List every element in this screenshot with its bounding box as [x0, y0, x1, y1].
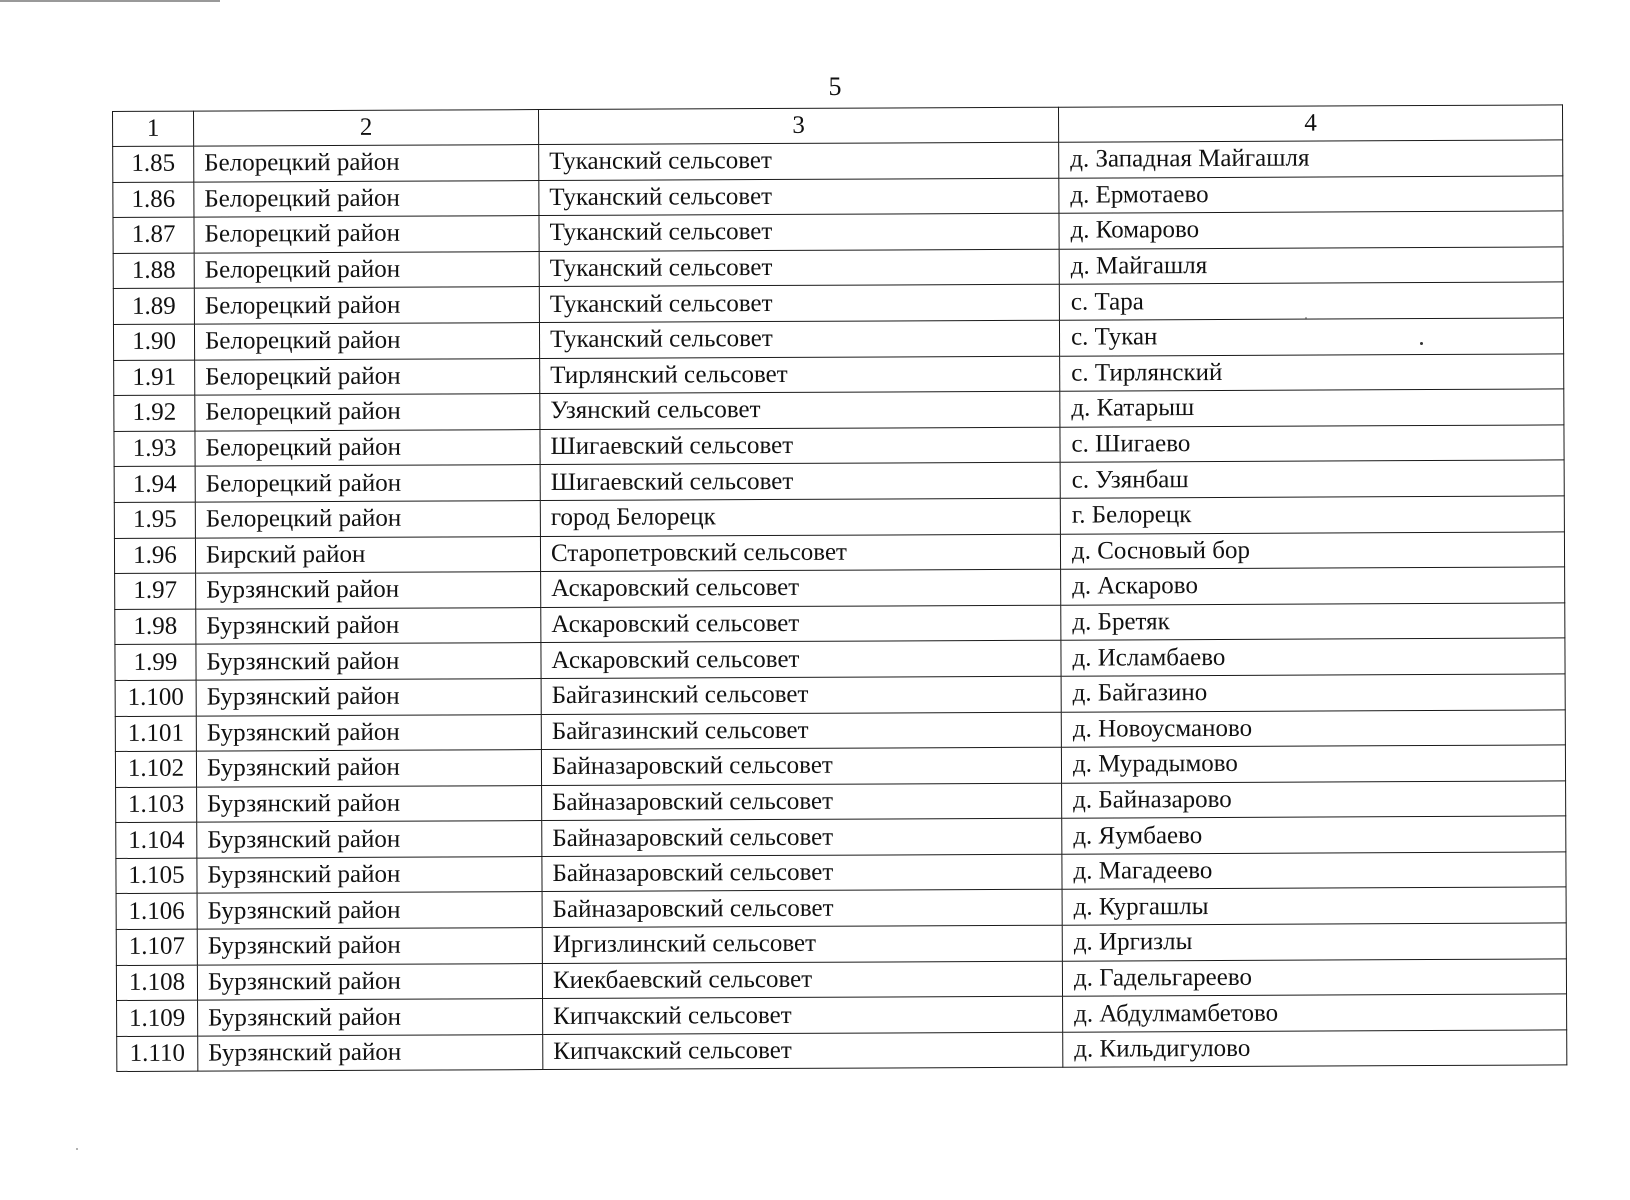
settlement-cell: д. Байгазино: [1061, 674, 1565, 712]
settlement-cell: д. Мурадымово: [1061, 745, 1565, 783]
council-cell: Узянский сельсовет: [540, 391, 1060, 429]
settlement-cell: д. Кургашлы: [1062, 887, 1566, 925]
district-cell: Белорецкий район: [194, 180, 539, 217]
settlement-cell: д. Абдулмамбетово: [1063, 994, 1567, 1032]
settlement-cell: д. Сосновый бор: [1060, 531, 1564, 569]
row-number-cell: 1.95: [114, 502, 195, 538]
row-number-cell: 1.101: [115, 716, 196, 752]
district-cell: Бурзянский район: [198, 999, 543, 1036]
council-cell: Тирлянский сельсовет: [540, 356, 1060, 394]
district-cell: Бурзянский район: [198, 1034, 543, 1071]
row-number-cell: 1.107: [116, 929, 197, 965]
district-cell: Белорецкий район: [194, 145, 539, 182]
council-cell: Байназаровский сельсовет: [542, 854, 1062, 892]
settlement-cell: д. Гадельгареево: [1062, 959, 1566, 997]
settlement-cell: г. Белорецк: [1060, 496, 1564, 534]
settlements-table: [112, 104, 1567, 1072]
district-cell: Бурзянский район: [197, 785, 542, 822]
council-cell: Туканский сельсовет: [539, 249, 1059, 287]
settlement-cell: с. Шигаево: [1060, 425, 1564, 463]
district-cell: Белорецкий район: [194, 287, 539, 324]
district-cell: Бурзянский район: [197, 821, 542, 858]
council-cell: Шигаевский сельсовет: [540, 463, 1060, 501]
district-cell: Белорецкий район: [195, 465, 540, 502]
settlement-cell: д. Магадеево: [1062, 852, 1566, 890]
row-number-cell: 1.94: [114, 466, 195, 502]
council-cell: Байназаровский сельсовет: [541, 747, 1061, 785]
council-cell: Аскаровский сельсовет: [541, 641, 1061, 679]
row-number-cell: 1.99: [115, 644, 196, 680]
council-cell: Туканский сельсовет: [539, 285, 1059, 323]
council-cell: Туканский сельсовет: [539, 320, 1059, 358]
council-cell: Кипчакский сельсовет: [543, 996, 1063, 1034]
row-number-cell: 1.85: [113, 146, 194, 182]
settlement-cell: д. Бретяк: [1061, 603, 1565, 641]
settlement-cell: д. Аскарово: [1061, 567, 1565, 605]
settlement-cell: д. Катарыш: [1060, 389, 1564, 427]
district-cell: Белорецкий район: [194, 216, 539, 253]
district-cell: Бурзянский район: [196, 750, 541, 787]
row-number-cell: 1.92: [114, 395, 195, 431]
row-number-cell: 1.93: [114, 431, 195, 467]
row-number-cell: 1.90: [113, 324, 194, 360]
row-number-cell: 1.108: [116, 965, 197, 1001]
district-cell: Бурзянский район: [197, 856, 542, 893]
district-cell: Белорецкий район: [194, 323, 539, 360]
row-number-cell: 1.97: [115, 573, 196, 609]
row-number-cell: 1.103: [116, 787, 197, 823]
settlement-cell: д. Майгашля: [1059, 247, 1563, 285]
settlement-cell: с. Узянбаш: [1060, 460, 1564, 498]
row-number-cell: 1.88: [113, 253, 194, 289]
district-cell: Белорецкий район: [195, 429, 540, 466]
council-cell: Байгазинский сельсовет: [541, 712, 1061, 750]
settlement-cell: д. Кильдигулово: [1063, 1030, 1567, 1068]
row-number-cell: 1.109: [117, 1000, 198, 1036]
settlement-cell: д. Исламбаево: [1061, 638, 1565, 676]
district-cell: Бурзянский район: [197, 928, 542, 965]
council-cell: Байгазинский сельсовет: [541, 676, 1061, 714]
scan-speck: [1305, 317, 1307, 319]
settlement-cell: д. Байназарово: [1062, 781, 1566, 819]
header-col-1: 1: [113, 111, 194, 146]
scan-speck: [1420, 342, 1423, 345]
settlement-cell: с. Тукан: [1059, 318, 1563, 356]
row-number-cell: 1.89: [113, 289, 194, 325]
district-cell: Бурзянский район: [196, 572, 541, 609]
row-number-cell: 1.100: [115, 680, 196, 716]
header-col-4: 4: [1058, 105, 1562, 142]
district-cell: Бурзянский район: [196, 643, 541, 680]
row-number-cell: 1.104: [116, 822, 197, 858]
district-cell: Белорецкий район: [194, 251, 539, 288]
council-cell: Старопетровский сельсовет: [540, 534, 1060, 572]
settlement-cell: д. Западная Майгашля: [1059, 140, 1563, 178]
settlement-cell: с. Тара: [1059, 282, 1563, 320]
council-cell: Кипчакский сельсовет: [543, 1032, 1063, 1070]
council-cell: Туканский сельсовет: [539, 178, 1059, 216]
scan-speck: [76, 1148, 78, 1150]
district-cell: Бурзянский район: [197, 963, 542, 1000]
page-number: 5: [828, 72, 842, 101]
settlement-cell: с. Тирлянский: [1060, 353, 1564, 391]
council-cell: Аскаровский сельсовет: [541, 569, 1061, 607]
council-cell: Туканский сельсовет: [539, 213, 1059, 251]
council-cell: Байназаровский сельсовет: [542, 890, 1062, 928]
row-number-cell: 1.98: [115, 609, 196, 645]
settlement-cell: д. Иргизлы: [1062, 923, 1566, 961]
district-cell: Белорецкий район: [195, 500, 540, 537]
council-cell: Байназаровский сельсовет: [542, 818, 1062, 856]
settlement-cell: д. Комарово: [1059, 211, 1563, 249]
header-col-2: 2: [194, 110, 539, 147]
district-cell: Белорецкий район: [195, 394, 540, 431]
district-cell: Бурзянский район: [196, 714, 541, 751]
district-cell: Бирский район: [195, 536, 540, 573]
row-number-cell: 1.110: [117, 1036, 198, 1072]
row-number-cell: 1.102: [115, 751, 196, 787]
row-number-cell: 1.105: [116, 858, 197, 894]
district-cell: Белорецкий район: [195, 358, 540, 395]
scan-edge-mark: [0, 0, 220, 2]
council-cell: Киекбаевский сельсовет: [542, 961, 1062, 999]
row-number-cell: 1.86: [113, 182, 194, 218]
settlement-cell: д. Яумбаево: [1062, 816, 1566, 854]
district-cell: Бурзянский район: [196, 678, 541, 715]
row-number-cell: 1.91: [114, 360, 195, 396]
settlement-cell: д. Ермотаево: [1059, 176, 1563, 214]
row-number-cell: 1.87: [113, 217, 194, 253]
council-cell: город Белорецк: [540, 498, 1060, 536]
row-number-cell: 1.96: [114, 538, 195, 574]
settlement-cell: д. Новоусманово: [1061, 709, 1565, 747]
district-cell: Бурзянский район: [196, 607, 541, 644]
district-cell: Бурзянский район: [197, 892, 542, 929]
council-cell: Байназаровский сельсовет: [542, 783, 1062, 821]
row-number-cell: 1.106: [116, 894, 197, 930]
header-col-3: 3: [538, 107, 1058, 144]
table-body: [113, 140, 1567, 1072]
council-cell: Туканский сельсовет: [539, 142, 1059, 180]
council-cell: Иргизлинский сельсовет: [542, 925, 1062, 963]
council-cell: Аскаровский сельсовет: [541, 605, 1061, 643]
council-cell: Шигаевский сельсовет: [540, 427, 1060, 465]
table-row: [117, 1030, 1567, 1072]
